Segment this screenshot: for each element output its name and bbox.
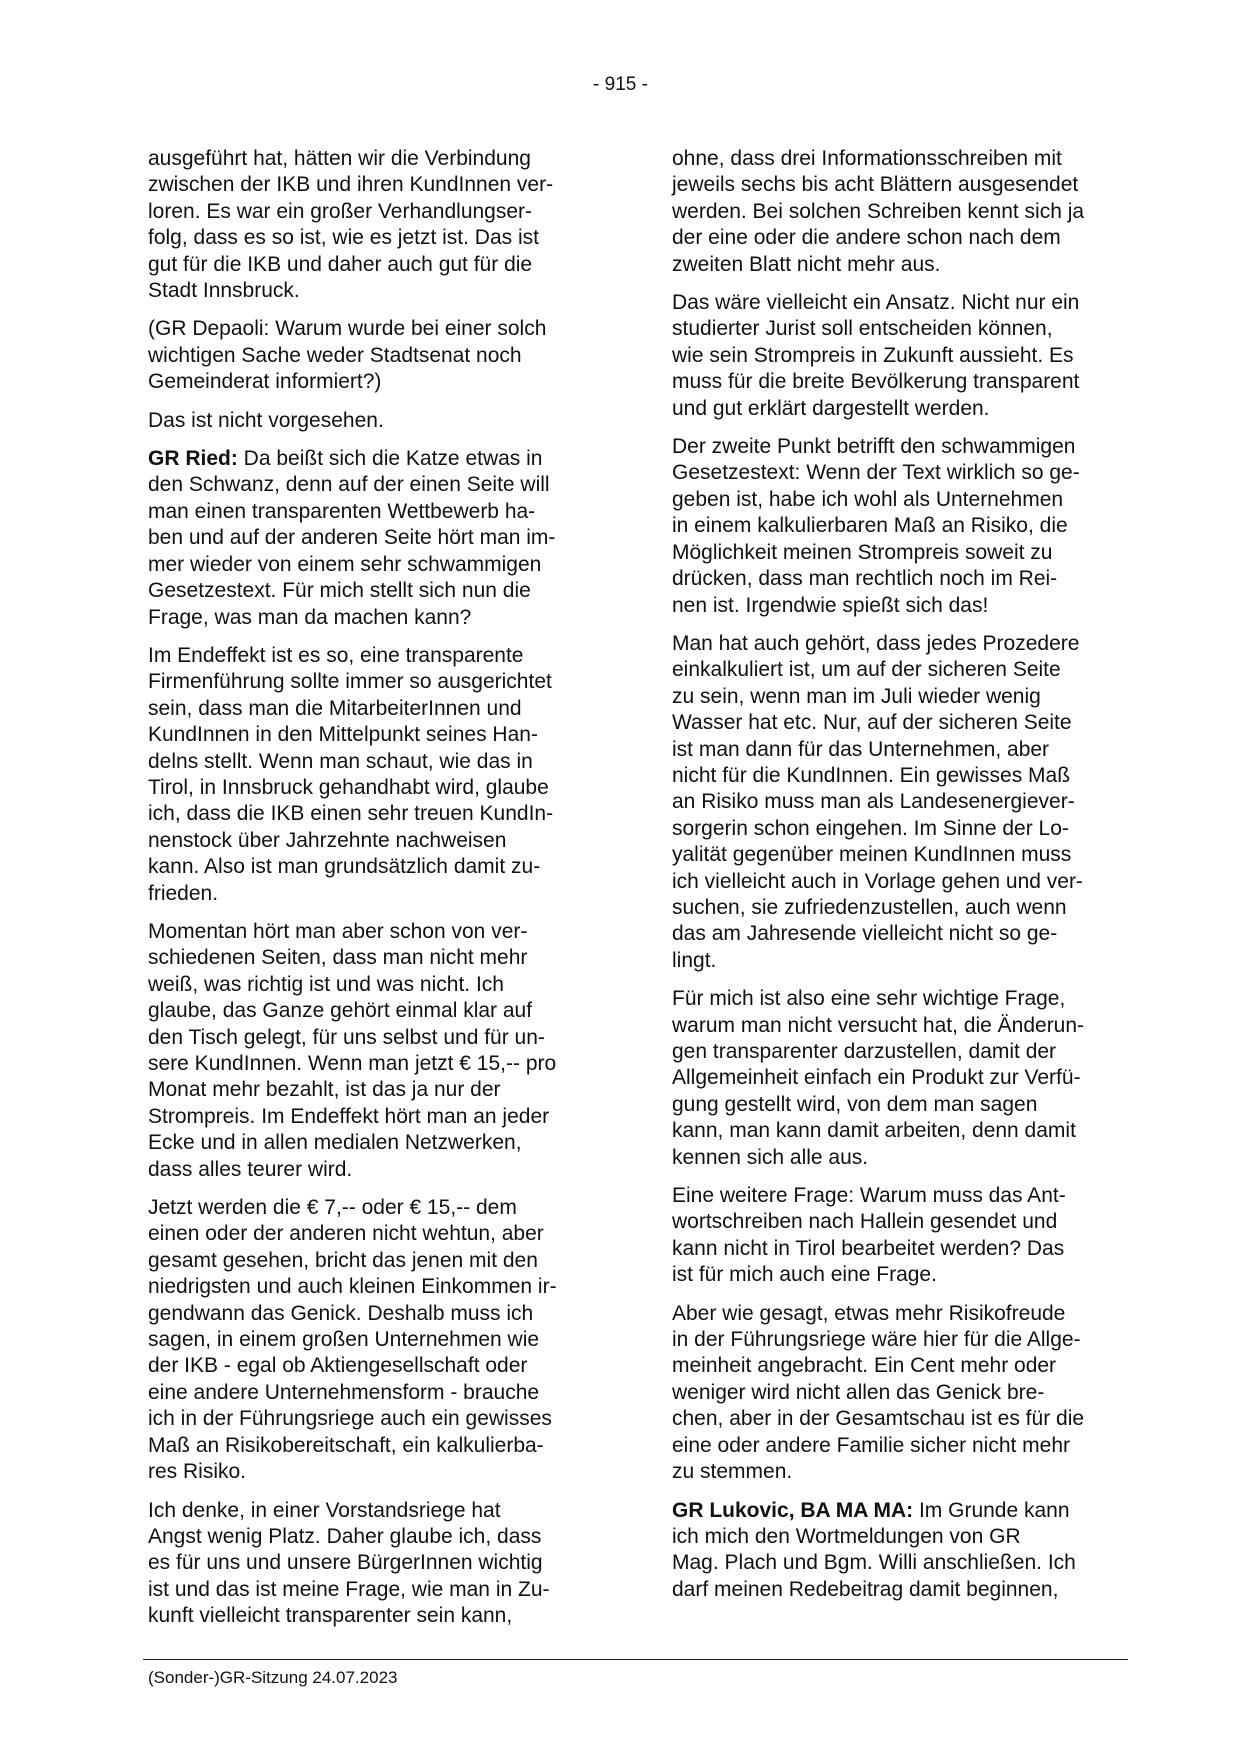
- text-line: Mag. Plach und Bgm. Willi anschließen. Ich: [672, 1551, 1076, 1575]
- text-line: einen oder der anderen nicht wehtun, aber: [148, 1222, 544, 1246]
- paragraph: [672, 290, 1122, 422]
- text-line: sere KundInnen. Wenn man jetzt € 15,-- pro: [148, 1052, 557, 1075]
- text-line: Im Endeffekt ist es so, eine transparente: [148, 643, 524, 667]
- text-line: in der Führungsriege wäre hier für die Allge-: [672, 1328, 1081, 1352]
- text-line: es für uns und unsere BürgerInnen wichtig: [148, 1551, 543, 1575]
- text-line: Monat mehr bezahlt, ist das ja nur der: [148, 1078, 501, 1102]
- text-line: ben und auf der anderen Seite hört man im-: [148, 526, 556, 550]
- text-line: drücken, dass man rechtlich noch im Rei-: [672, 567, 1058, 591]
- text-line: gung gestellt wird, von dem man sagen: [672, 1092, 1038, 1116]
- text-line: jeweils sechs bis acht Blättern ausgesendet: [672, 173, 1079, 197]
- text-line: der IKB - egal ob Aktiengesellschaft oder: [148, 1354, 528, 1378]
- text-line: delns stellt. Wenn man schaut, wie das in: [148, 749, 533, 773]
- text-line: frieden.: [148, 881, 219, 905]
- text-line: nenstock über Jahrzehnte nachweisen: [148, 828, 507, 852]
- text-line: Man hat auch gehört, dass jedes Prozedere: [672, 631, 1080, 655]
- text-line: in einem kalkulierbaren Maß an Risiko, die: [672, 514, 1068, 538]
- text-line: nen ist. Irgendwie spießt sich das!: [672, 593, 989, 617]
- text-line: weniger wird nicht allen das Genick bre-: [672, 1380, 1045, 1404]
- text-line: Ecke und in allen medialen Netzwerken,: [148, 1131, 522, 1155]
- text-line: sagen, in einem großen Unternehmen wie: [148, 1328, 540, 1352]
- paragraph: [672, 434, 1122, 619]
- text-line: KundInnen in den Mittelpunkt seines Han-: [148, 723, 538, 747]
- text-line: Angst wenig Platz. Daher glaube ich, dass: [148, 1524, 542, 1548]
- text-line: Frage, was man da machen kann?: [148, 605, 472, 629]
- text-line: zweiten Blatt nicht mehr aus.: [672, 252, 941, 276]
- text-line: nicht für die KundInnen. Ein gewisses Maß: [672, 763, 1071, 787]
- text-line: chen, aber in der Gesamtschau ist es für die: [672, 1407, 1085, 1431]
- text-line: man einen transparenten Wettbewerb ha-: [148, 499, 536, 523]
- text-line: wie sein Strompreis in Zukunft aussieht. Es: [672, 343, 1074, 367]
- text-line: folg, dass es so ist, wie es jetzt ist. Das ist: [148, 226, 539, 250]
- text-line: ist und das ist meine Frage, wie man in Zu-: [148, 1577, 550, 1601]
- text-line: studierter Jurist soll entscheiden können,: [672, 317, 1053, 341]
- paragraph: [148, 1195, 598, 1485]
- text-line: loren. Es war ein großer Verhandlungser-: [148, 199, 533, 223]
- text-line: ist für mich auch eine Frage.: [672, 1263, 937, 1287]
- text-line: muss für die breite Bevölkerung transparent: [672, 370, 1080, 394]
- text-line: Aber wie gesagt, etwas mehr Risikofreude: [672, 1301, 1066, 1325]
- text-line: den Schwanz, denn auf der einen Seite will: [148, 473, 550, 497]
- text-line: Das wäre vielleicht ein Ansatz. Nicht nur ein: [672, 291, 1080, 315]
- text-line: (GR Depaoli: Warum wurde bei einer solch: [148, 317, 547, 341]
- paragraph: [672, 1183, 1122, 1289]
- page-number: - 915 -: [593, 74, 648, 95]
- text-line: sorgerin schon eingehen. Im Sinne der Lo-: [672, 816, 1069, 840]
- text-line: geben ist, habe ich wohl als Unternehmen: [672, 487, 1064, 511]
- text-line: ohne, dass drei Informationsschreiben mit: [672, 147, 1062, 170]
- text-line: Im Grunde kann: [913, 1498, 1070, 1522]
- text-line: yalität gegenüber meinen KundInnen muss: [672, 843, 1072, 867]
- text-line: gesamt gesehen, bricht das jenen mit den: [148, 1248, 538, 1272]
- text-line: res Risiko.: [148, 1460, 247, 1484]
- text-line: werden. Bei solchen Schreiben kennt sich ja: [672, 199, 1085, 223]
- text-line: Stadt Innsbruck.: [148, 279, 300, 303]
- text-line: kann nicht in Tirol bearbeitet werden? Das: [672, 1236, 1065, 1260]
- text-line: Tirol, in Innsbruck gehandhabt wird, glaube: [148, 775, 549, 799]
- text-line: dass alles teurer wird.: [148, 1157, 353, 1181]
- text-line: Firmenführung sollte immer so ausgerichtet: [148, 670, 552, 694]
- text-line: zwischen der IKB und ihren KundInnen ver-: [148, 173, 554, 197]
- text-line: eine oder andere Familie sicher nicht mehr: [672, 1433, 1071, 1457]
- text-line: ich, dass die IKB einen sehr treuen KundIn-: [148, 802, 554, 826]
- text-line: sein, dass man die MitarbeiterInnen und: [148, 696, 522, 720]
- speaker-name: GR Lukovic, BA MA MA:: [672, 1498, 914, 1522]
- text-line: Das ist nicht vorgesehen.: [148, 408, 384, 432]
- text-line: niedrigsten und auch kleinen Einkommen ir-: [148, 1275, 557, 1299]
- text-line: Momentan hört man aber schon von ver-: [148, 919, 528, 943]
- paragraph: [148, 643, 598, 907]
- text-line: darf meinen Redebeitrag damit beginnen,: [672, 1577, 1059, 1601]
- text-line: meinheit angebracht. Ein Cent mehr oder: [672, 1354, 1057, 1378]
- text-line: gendwann das Genick. Deshalb muss ich: [148, 1301, 534, 1325]
- paragraph: [148, 1498, 598, 1630]
- text-line: wichtigen Sache weder Stadtsenat noch: [148, 343, 522, 367]
- text-line: suchen, sie zufriedenzustellen, auch wenn: [672, 895, 1067, 919]
- text-line: Wasser hat etc. Nur, auf der sicheren Seite: [672, 711, 1072, 735]
- footer-divider: [143, 1659, 1128, 1660]
- text-line: weiß, was richtig ist und was nicht. Ich: [148, 972, 504, 996]
- speaker-name: GR Ried:: [148, 447, 238, 471]
- text-line: kann. Also ist man grundsätzlich damit zu-: [148, 855, 541, 879]
- text-line: das am Jahresende vielleicht nicht so ge-: [672, 922, 1058, 946]
- text-line: Möglichkeit meinen Strompreis soweit zu: [672, 540, 1053, 564]
- text-line: Eine weitere Frage: Warum muss das Ant-: [672, 1184, 1066, 1208]
- paragraph: [148, 146, 598, 304]
- text-line: gut für die IKB und daher auch gut für die: [148, 252, 533, 276]
- paragraph: [672, 986, 1122, 1171]
- text-line: und gut erklärt dargestellt werden.: [672, 396, 990, 420]
- footer-session-label: (Sonder-)GR-Sitzung 24.07.2023: [148, 1668, 398, 1687]
- text-line: Für mich ist also eine sehr wichtige Frage,: [672, 987, 1066, 1011]
- text-line: schiedenen Seiten, dass man nicht mehr: [148, 946, 528, 970]
- interjection-paragraph: [148, 316, 598, 395]
- text-line: zu sein, wenn man im Juli wieder wenig: [672, 684, 1041, 708]
- text-line: Maß an Risikobereitschaft, ein kalkulierba-: [148, 1433, 544, 1457]
- text-line: Allgemeinheit einfach ein Produkt zur Verfü-: [672, 1066, 1081, 1090]
- text-line: ich vielleicht auch in Vorlage gehen und ver-: [672, 869, 1083, 893]
- text-line: ausgeführt hat, hätten wir die Verbindung: [148, 147, 531, 170]
- text-line: ist man dann für das Unternehmen, aber: [672, 737, 1050, 761]
- text-line: Gemeinderat informiert?): [148, 370, 382, 394]
- text-line: warum man nicht versucht hat, die Änderun-: [672, 1013, 1085, 1037]
- paragraph: [672, 146, 1122, 278]
- paragraph: [148, 919, 598, 1183]
- text-line: zu stemmen.: [672, 1460, 793, 1484]
- paragraph: [672, 631, 1122, 974]
- text-line: glaube, das Ganze gehört einmal klar auf: [148, 999, 533, 1023]
- text-line: ich mich den Wortmeldungen von GR: [672, 1524, 1021, 1548]
- text-line: Gesetzestext: Wenn der Text wirklich so ge-: [672, 461, 1080, 485]
- text-line: Der zweite Punkt betrifft den schwammigen: [672, 435, 1076, 459]
- text-line: kennen sich alle aus.: [672, 1145, 869, 1169]
- text-line: kann, man kann damit arbeiten, denn damit: [672, 1119, 1076, 1143]
- text-line: Strompreis. Im Endeffekt hört man an jeder: [148, 1104, 550, 1128]
- text-line: Jetzt werden die € 7,-- oder € 15,-- dem: [148, 1196, 517, 1220]
- text-line: den Tisch gelegt, für uns selbst und für un-: [148, 1025, 545, 1049]
- speaker-paragraph-ried: [148, 446, 598, 631]
- text-line: eine andere Unternehmensform - brauche: [148, 1380, 540, 1404]
- text-line: Ich denke, in einer Vorstandsriege hat: [148, 1498, 501, 1522]
- text-line: wortschreiben nach Hallein gesendet und: [672, 1210, 1058, 1234]
- text-line: der eine oder die andere schon nach dem: [672, 226, 1061, 250]
- text-line: an Risiko muss man als Landesenergiever-: [672, 790, 1075, 814]
- text-line: lingt.: [672, 948, 717, 972]
- text-line: Da beißt sich die Katze etwas in: [237, 447, 543, 471]
- text-line: kunft vielleicht transparenter sein kann,: [148, 1604, 513, 1628]
- text-line: ich in der Führungsriege auch ein gewisses: [148, 1407, 552, 1431]
- text-line: mer wieder von einem sehr schwammigen: [148, 552, 542, 576]
- left-column: [148, 146, 598, 1642]
- text-line: Gesetzestext. Für mich stellt sich nun die: [148, 579, 531, 603]
- right-column: [672, 146, 1122, 1615]
- text-line: gen transparenter darzustellen, damit der: [672, 1040, 1057, 1063]
- text-line: einkalkuliert ist, um auf der sicheren Seite: [672, 658, 1061, 682]
- paragraph: [672, 1301, 1122, 1486]
- speaker-paragraph-lukovic: [672, 1498, 1122, 1604]
- paragraph: [148, 408, 598, 434]
